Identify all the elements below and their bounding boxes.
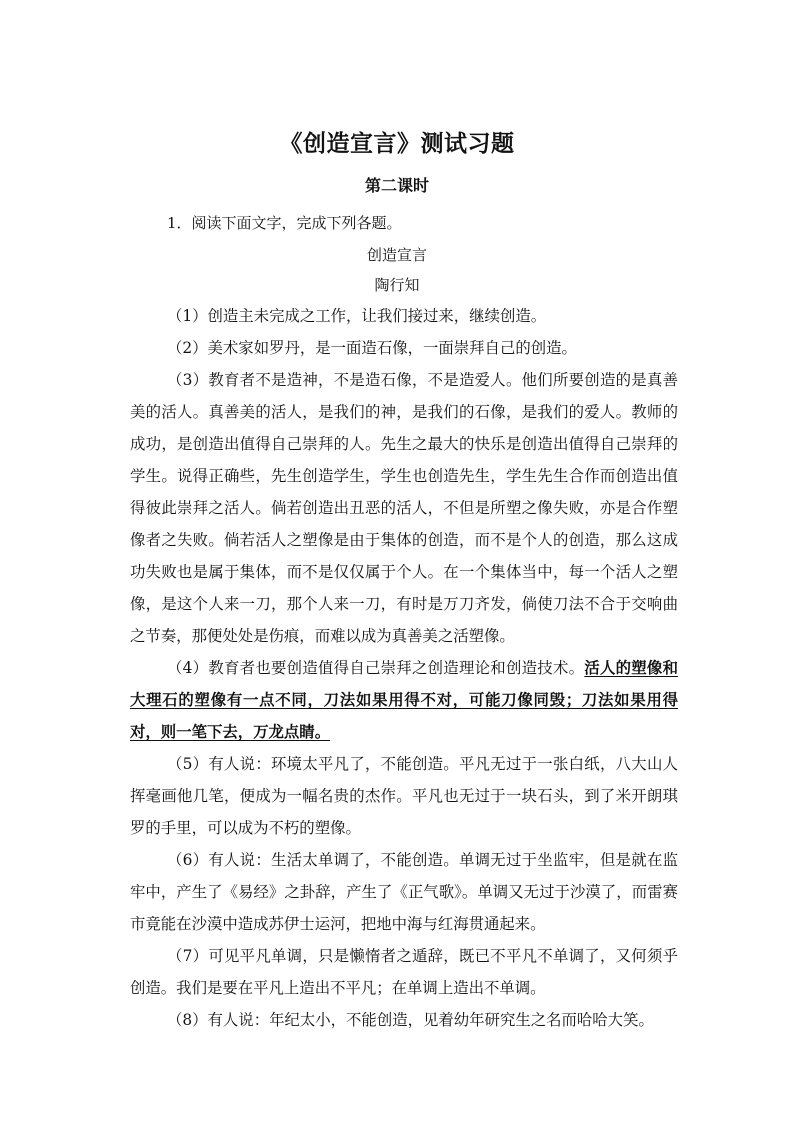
paragraph-1: （1）创造主未完成之工作，让我们接过来，继续创造。 — [166, 307, 547, 325]
paragraph-5: （5）有人说：环境太平凡了，不能创造。平凡无过于一张白纸，八大山人挥毫画他几笔，便成为一幅名贵的杰作。平凡也无过于一块石头，到了米开朗琪罗的手里，可以成为不朽的塑像。 — [130, 755, 678, 837]
paragraph-2: （2）美术家如罗丹，是一面造石像，一面崇拜自己的创造。 — [166, 339, 577, 357]
paragraph-8: （8）有人说：年纪太小，不能创造，见着幼年研究生之名而哈哈大笑。 — [166, 1011, 654, 1029]
highlighted-sentence: 活人的塑像和大理石的塑像有一点不同，刀法如果用得不对，可能刀像同毁；刀法如果用得对，则一笔下去，万龙点睛。 — [130, 659, 678, 741]
paragraph-6: （6）有人说：生活太单调了，不能创造。单调无过于坐监牢，但是就在监牢中，产生了《易经》之卦辞，产生了《正气歌》。单调又无过于沙漠了，而雷赛市竟能在沙漠中造成苏伊士运河，把地中海与红海贯通起来。 — [130, 851, 678, 933]
paragraph-4 — [130, 652, 678, 748]
page-title: 《创造宣言》测试习题 — [279, 130, 515, 157]
paragraph-7: （7）可见平凡单调，只是懒惰者之遁辞，既已不平凡不单调了，又何须乎创造。我们是要在平凡上造出不平凡；在单调上造出不单调。 — [130, 947, 678, 997]
article-body — [130, 300, 678, 1036]
paragraph-3: （3）教育者不是造神，不是造石像，不是造爱人。他们所要创造的是真善美的活人。真善美的活人，是我们的神，是我们的石像，是我们的爱人。教师的成功，是创造出值得自己崇拜的人。先生之最大的快乐是创造出值得自己崇拜的学生。说得正确些，先生创造学生，学生也创造先生，学生先生合作而创造出值得彼此崇拜之活人。倘若创造出丑恶的活人，不但是所塑之像失败，亦是合作塑像者之失败。倘若活人之塑像是由于集体的创造，而不是个人的创造，那么这成功失败也是属于集体，而不是仅仅属于个人。在一个集体当中，每一个活人之塑像，是这个人来一刀，那个人来一刀，有时是万刀齐发，倘使刀法不合于交响曲之节奏，那便处处是伤痕，而难以成为真善美之活塑像。 — [130, 371, 678, 645]
paragraph-4-text: （4）教育者也要创造值得自己崇拜之创造理论和创造技术。 — [166, 659, 585, 677]
lesson-subtitle: 第二课时 — [364, 176, 429, 195]
question-prompt: 1．阅读下面文字，完成下列各题。 — [167, 214, 402, 232]
article-author: 陶行知 — [374, 276, 420, 294]
article-title: 创造宣言 — [366, 246, 427, 264]
